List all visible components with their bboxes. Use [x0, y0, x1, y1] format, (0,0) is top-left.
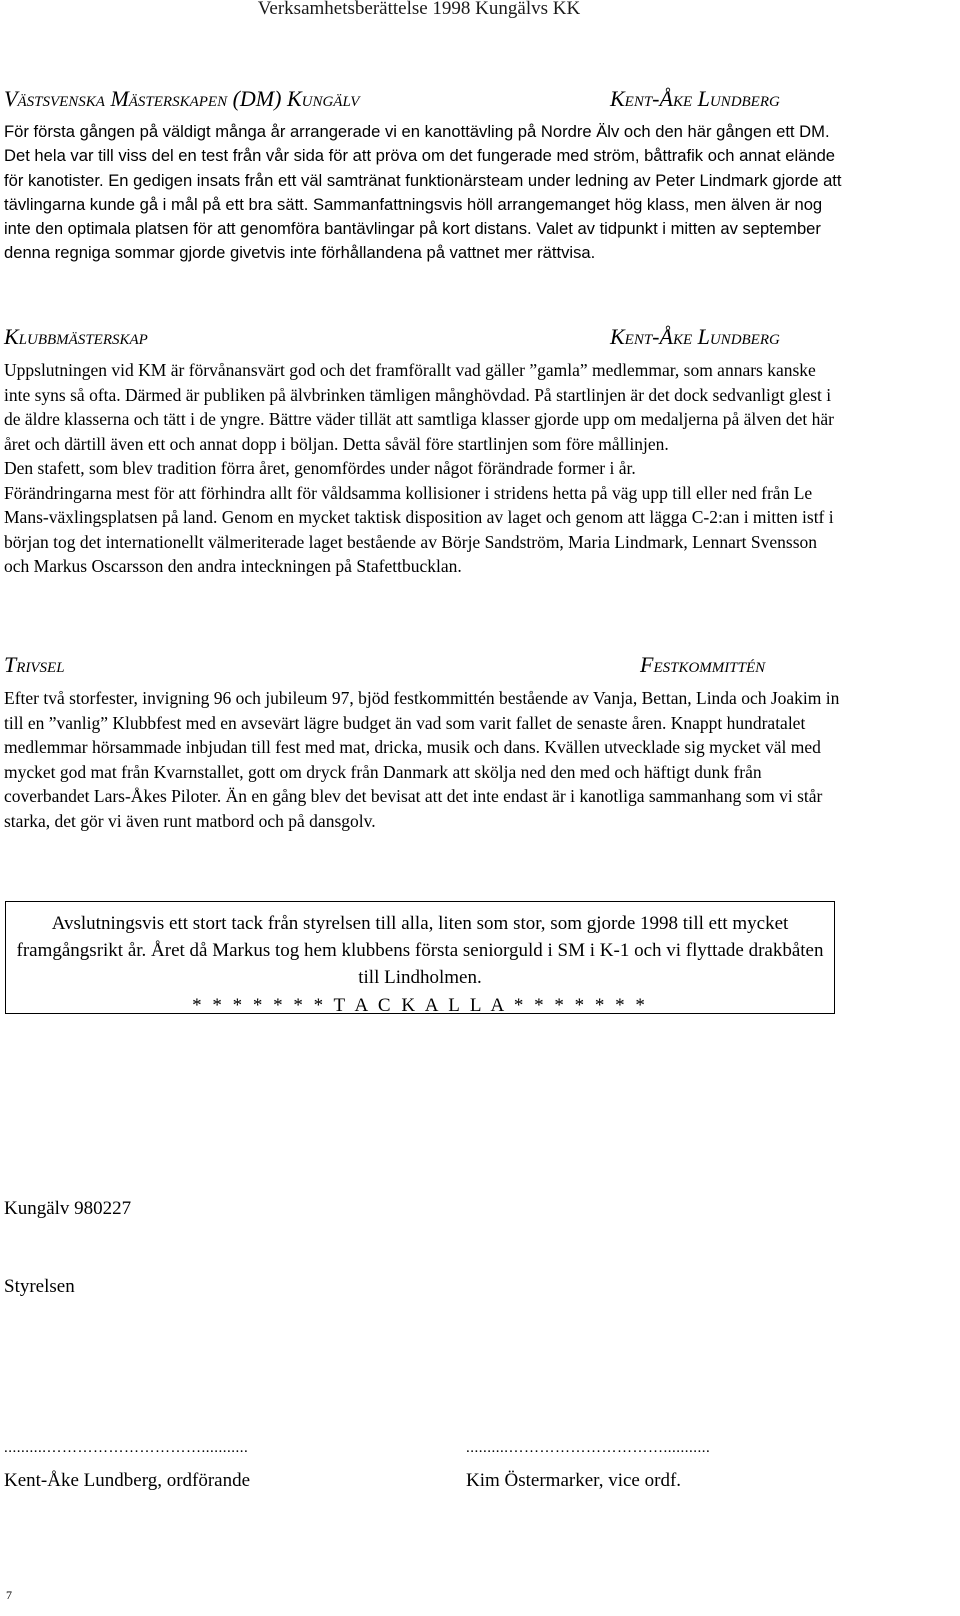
- paragraph: För första gången på väldigt många år arrangerade vi en kanottävling på Nordre Älv och den här gången ett DM. Det hela var till viss del en test från vår sida för att pröva om det fungerade med ström, båttrafik och annat elände för kanotister. En gedigen insats från ett väl samtränat funktionärsteam under ledning av Peter Lindmark gjorde att tävlingarna kunde gå i mål på ett bra sätt. Sammanfattningsvis höll arrangemanget hög klass, men älven är nog inte den optimala platsen för att genomföra bantävlingar på kort distans. Valet av tidpunkt i mitten av september denna regniga sommar gjorde givetvis inte förhållandena på vattnet mer rättvisa.: [4, 122, 842, 263]
- section-trivsel: [4, 652, 844, 833]
- section-dm: [4, 86, 844, 266]
- thanks-line: * * * * * * * T A C K A L L A * * * * * * *: [192, 995, 648, 1016]
- signer-organization: Styrelsen: [4, 1276, 75, 1297]
- page-number: 7: [6, 1588, 12, 1602]
- section-author: Kent-Åke Lundberg: [610, 324, 780, 349]
- paragraph: Uppslutningen vid KM är förvånansvärt god och det framförallt vad gäller ”gamla” medlemmar, som annars kanske inte syns så ofta. Därmed är publiken på älvbrinken tämligen månghövdad. På startlinjen är det dock sedvanligt glest i de äldre klasserna och tätt i de yngre. Bättre väder tillät att samtliga klasser gjorde upp om medaljerna på älven det här året och därtill även ett och annat dopp i böljan. Detta såväl före startlinjen som före mållinjen.: [4, 360, 834, 454]
- section-title: Trivsel: [4, 652, 65, 677]
- section-title: Västsvenska Mästerskapen (DM) Kungälv: [4, 86, 360, 111]
- closing-thanks-box: [5, 901, 835, 1014]
- section-heading: [4, 324, 844, 350]
- section-klubbmasterskap: [4, 324, 844, 579]
- signature-line: ..........…………………………...........: [4, 1440, 249, 1456]
- paragraph: Efter två storfester, invigning 96 och jubileum 97, bjöd festkommittén bestående av Vanja, Bettan, Linda och Joakim in till en ”vanlig” Klubbfest med en avsevärt lägre budget än vad som varit fallet de senaste åren. Knappt hundratalet medlemmar hörsammade inbjudan till fest med mat, dricka, musik och dans. Kvällen utvecklade sig mycket väl med mycket god mat från Kvarnstallet, gott om dryck från Danmark att skölja ned den med och häftigt dunk från coverbandet Lars-Åkes Piloter. Än en gång blev det bevisat att det inte endast är i kanotliga sammanhang som vi står starka, det gör vi även runt matbord och på dansgolv.: [4, 688, 840, 831]
- signature-line: ..........…………………………...........: [466, 1440, 711, 1456]
- paragraph: Förändringarna mest för att förhindra allt för våldsamma kollisioner i stridens hetta på väg upp till eller ned från Le Mans-växlingsplatsen på land. Genom en mycket taktisk disposition av laget och genom att lägga C-2:an i mitten istf i början tog det internationellt välmeriterade laget bestående av Börje Sandström, Maria Lindmark, Lennart Svensson och Markus Oscarsson den andra inteckningen på Stafettbucklan.: [4, 482, 834, 576]
- section-body: [4, 358, 844, 579]
- section-body: [4, 686, 844, 833]
- section-body: [4, 120, 844, 266]
- section-author: Festkommittén: [640, 652, 766, 677]
- section-author: Kent-Åke Lundberg: [610, 86, 780, 111]
- running-header: Verksamhetsberättelse 1998 Kungälvs KK: [257, 0, 581, 19]
- closing-text: Avslutningsvis ett stort tack från styrelsen till alla, liten som stor, som gjorde 1998 till ett mycket framgångsrikt år. Året då Markus tog hem klubbens första seniorguld i SM i K-1 och vi flyttade drakbåten till Lindholmen.: [16, 913, 824, 988]
- paragraph: Den stafett, som blev tradition förra året, genomfördes under något förändrade former i år.: [4, 458, 636, 478]
- place-date: Kungälv 980227: [4, 1198, 132, 1219]
- section-heading: [4, 86, 844, 112]
- section-title: Klubbmästerskap: [4, 324, 148, 349]
- section-heading: [4, 652, 844, 678]
- signatory-name: Kim Östermarker, vice ordf.: [466, 1470, 682, 1491]
- signatory-name: Kent-Åke Lundberg, ordförande: [4, 1470, 251, 1491]
